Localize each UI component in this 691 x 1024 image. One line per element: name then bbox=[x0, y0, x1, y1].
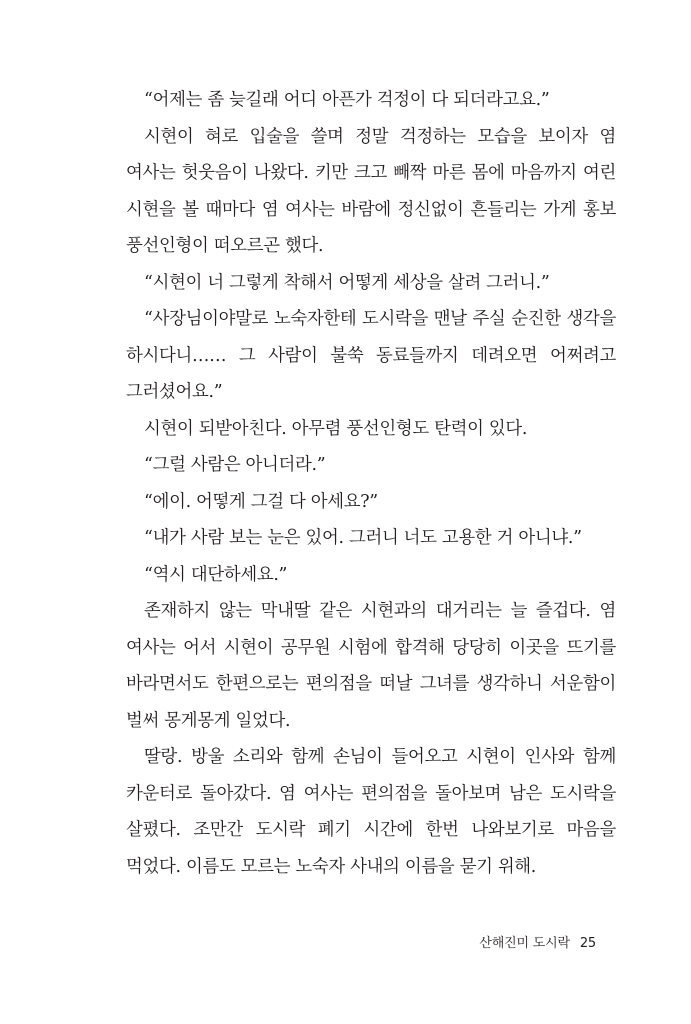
running-title: 산해진미 도시락 bbox=[479, 936, 570, 951]
paragraph: “어제는 좀 늦길래 어디 아픈가 걱정이 다 되더라고요.” bbox=[144, 90, 550, 110]
paragraph: 시현이 되받아친다. 아무렴 풍선인형도 탄력이 있다. bbox=[144, 418, 528, 439]
paragraph: “내가 사람 보는 눈은 있어. 그러니 너도 고용한 거 아니냐.” bbox=[144, 528, 582, 548]
paragraph: 딸랑. 방울 소리와 함께 손님이 들어오고 시현이 인사와 함께 카운터로 돌아갔다. 염 여사는 편의점을 돌아보며 남은 도시락을 살폈다. 조만간 도시락 폐기 시간에 한번 나와보기로 마음을 먹었다. 이름도 모르는 노숙자 사내의 이름을 묻기 위해. bbox=[126, 747, 616, 877]
paragraph: 시현이 혀로 입술을 쓸며 정말 걱정하는 모습을 보이자 염 여사는 헛웃음이 나왔다. 키만 크고 빼짝 마른 몸에 마음까지 여린 시현을 볼 때마다 염 여사는 바람에 정신없이 흔들리는 가게 홍보 풍선인형이 떠오르곤 했다. bbox=[126, 126, 616, 256]
paragraph: 존재하지 않는 막내딸 같은 시현과의 대거리는 늘 즐겁다. 염 여사는 어서 시현이 공무원 시험에 합격해 당당히 이곳을 뜨기를 바라면서도 한편으로는 편의점을 떠날 그녀를 생각하니 서운함이 벌써 몽게몽게 일었다. bbox=[126, 601, 616, 731]
paragraph: “사장님이야말로 노숙자한테 도시락을 맨날 주실 순진한 생각을 하시다니…… 그 사람이 불쑥 동료들까지 데려오면 어쩌려고 그러셨어요.” bbox=[126, 309, 616, 402]
paragraph: “에이. 어떻게 그걸 다 아세요?” bbox=[144, 491, 378, 512]
paragraph: “그럴 사람은 아니더라.” bbox=[144, 455, 326, 475]
paragraph: “역시 대단하세요.” bbox=[144, 564, 288, 585]
page-number: 25 bbox=[579, 936, 596, 951]
page-body bbox=[126, 82, 616, 885]
page-footer bbox=[479, 932, 596, 951]
paragraph: “시현이 너 그렇게 착해서 어떻게 세상을 살려 그러니.” bbox=[144, 272, 550, 293]
